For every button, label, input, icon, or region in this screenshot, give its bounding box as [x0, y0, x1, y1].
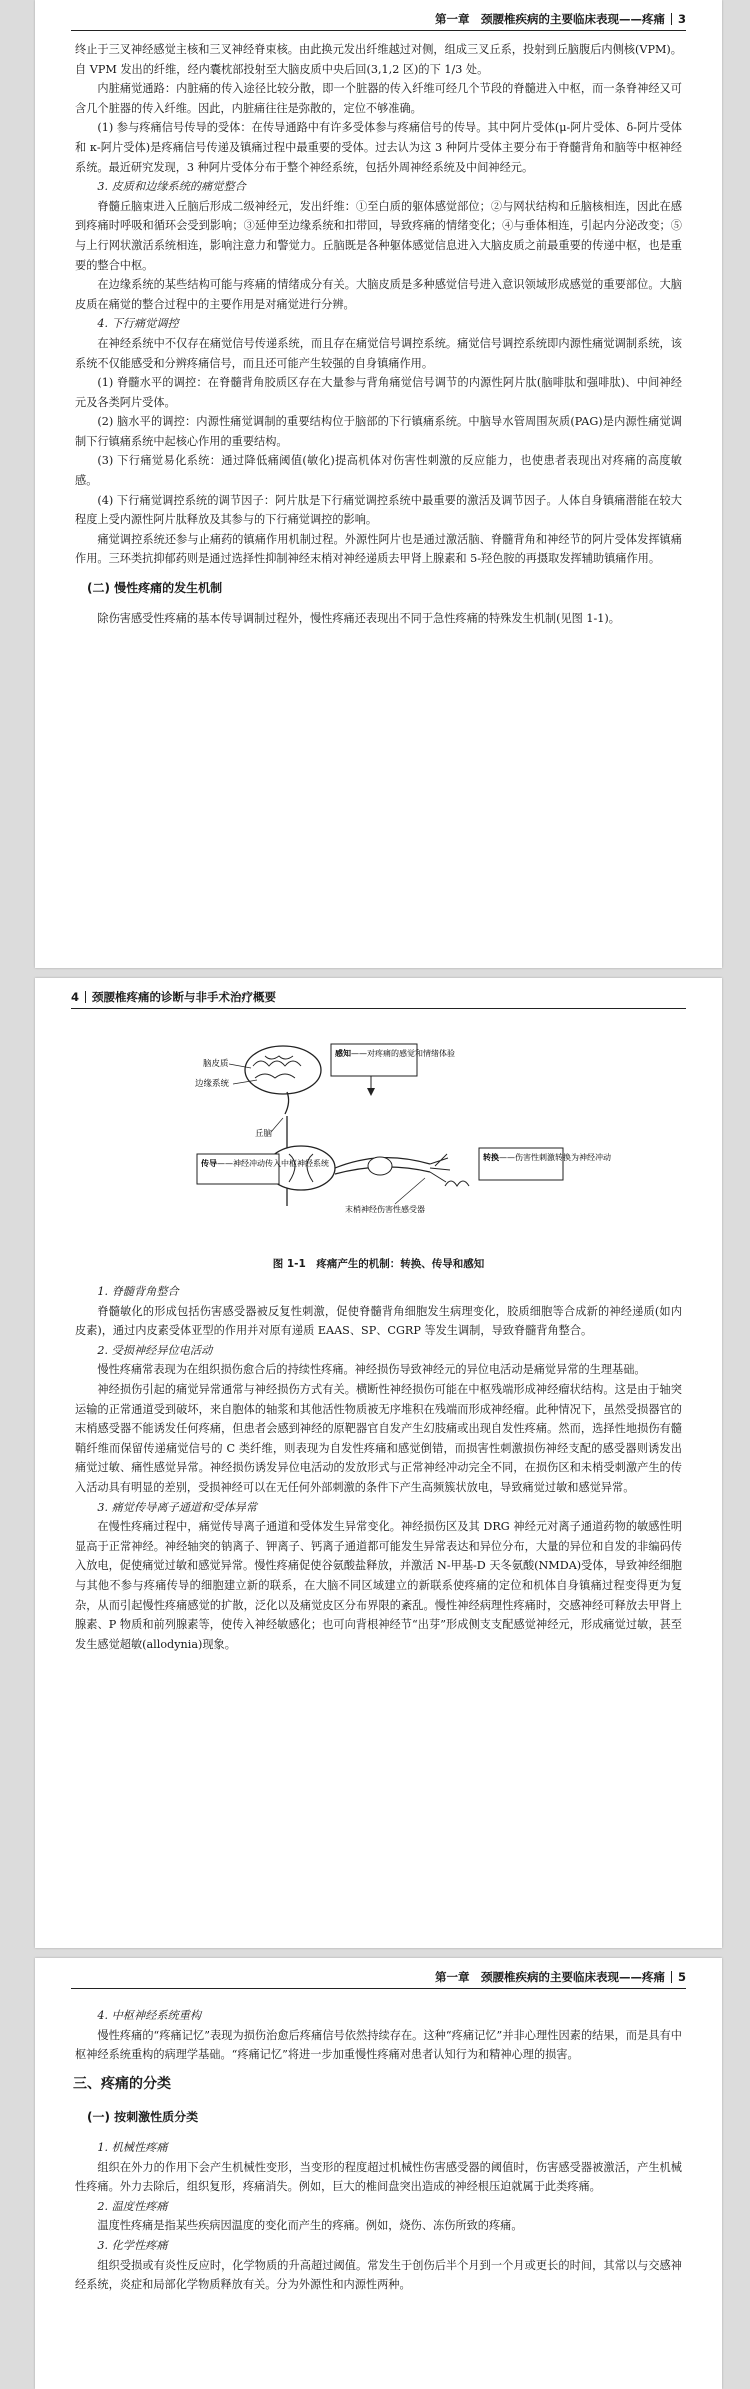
subheading: 2. 温度性疼痛	[97, 2199, 168, 2213]
paragraph: 在慢性疼痛过程中，痛觉传导离子通道和受体发生异常变化。神经损伤区及其 DRG 神经元对离子通道药物的敏感性明显高于正常神经。神经轴突的钠离子、钾离子、钙离子通道都可能发生异常表达和异位分布，大量的异位和自发的非编码传入放电，促使痛觉过敏和感觉异常。慢性疼痛促使谷氨酸盐释放，并激活 N-甲基-D 天冬氨酸(NMDA)受体，导致神经细胞与其他不参与疼痛传导的细胞建立新的联系，在大脑不同区域建立的新联系使疼痛的定位和机体自身镇痛过程变得更为复杂，从而引起慢性疼痛感觉的扩散，泛化以及痛觉皮区分布界限的紊乱。慢性神经病理性疼痛时，交感神经可释放去甲肾上腺素、P 物质和前列腺素等，使传入神经敏感化；也可向背根神经节“出芽”形成侧支支配感觉神经元，形成痛觉过敏，甚至发生感觉超敏(allodynia)现象。	[75, 1520, 682, 1651]
header-divider	[85, 991, 86, 1003]
nerve-ending-icon	[430, 1154, 469, 1186]
paragraph: (3) 下行痛觉易化系统：通过降低痛阈值(敏化)提高机体对伤害性刺激的反应能力，也使患者表现出对疼痛的高度敏感。	[75, 454, 682, 488]
svg-text:传导——神经冲动传入中枢神经系统	[200, 1158, 329, 1168]
paragraph: 慢性疼痛常表现为在组织损伤愈合后的持续性疼痛。神经损伤导致神经元的异位电活动是痛觉异常的生理基础。	[97, 1363, 646, 1377]
running-header	[71, 8, 686, 31]
nerve-ending-label: 末梢神经伤害性感受器	[345, 1205, 425, 1214]
page-number: 5	[677, 1970, 686, 1984]
transduction-title: 转换	[483, 1153, 499, 1162]
chapter-title: 第一章 颈腰椎疾病的主要临床表现——疼痛	[434, 12, 665, 26]
subheading: 3. 皮质和边缘系统的痛觉整合	[97, 180, 246, 194]
paragraph: 组织在外力的作用下会产生机械性变形，当变形的程度超过机械性伤害感受器的阈值时，伤害感受器被激活，产生机械性疼痛。外力去除后，组织复形，疼痛消失。例如，巨大的椎间盘突出造成的神经根压迫就属于此类疼痛。	[75, 2160, 682, 2194]
page-number: 3	[677, 12, 686, 26]
limbic-label: 边缘系统	[195, 1079, 230, 1089]
paragraph: 组织受损或有炎性反应时，化学物质的升高超过阈值。常发生于创伤后半个月到一个月或更长的时间，其常以与交感神经系统，炎症和局部化学物质释放有关。分为外源性和内源性两种。	[75, 2258, 682, 2292]
section-heading: (一) 按刺激性质分类	[87, 2110, 199, 2125]
page-3	[35, 0, 722, 968]
perception-title: 感知	[335, 1049, 351, 1058]
arrow-icon	[367, 1088, 375, 1096]
svg-text:感知——对疼痛的感觉和情绪体验	[335, 1048, 455, 1058]
paragraph: 终止于三叉神经感觉主核和三叉神经脊束核。由此换元发出纤维越过对侧，组成三叉丘系，投射到丘脑腹后内侧核(VPM)。自 VPM 发出的纤维，经内囊枕部投射至大脑皮质中央后回(3,1,2 区)的下 1/3 处。	[75, 43, 682, 76]
paragraph: 脊髓敏化的形成包括伤害感受器被反复性刺激，促使脊髓背角细胞发生病理变化，胶质细胞等合成新的神经递质(如内皮素)，通过内皮素受体亚型的作用并对原有递质 EAAS、SP、CGRP 等发生调制，导致脊髓背角整合。	[75, 1304, 682, 1338]
conduction-text: ——神经冲动传入中枢神经系统	[217, 1159, 329, 1168]
header-divider	[671, 13, 672, 25]
paragraph: (2) 脑水平的调控：内源性痛觉调制的重要结构位于脑部的下行镇痛系统。中脑导水管周围灰质(PAG)是内源性痛觉调制下行镇痛系统中起核心作用的重要结构。	[75, 415, 682, 448]
figure-caption: 图 1-1 疼痛产生的机制：转换、传导和感知	[272, 1258, 485, 1270]
paragraph: 痛觉调控系统还参与止痛药的镇痛作用机制过程。外源性阿片也是通过激活脑、脊髓背角和神经节的阿片受体发挥镇痛作用。三环类抗抑郁药则是通过选择性抑制神经末梢对神经递质去甲肾上腺素和 5-羟色胺的再摄取发挥辅助镇痛作用。	[75, 532, 682, 566]
subheading: 1. 机械性疼痛	[97, 2140, 168, 2154]
paragraph: (4) 下行痛觉调控系统的调节因子：阿片肽是下行痛觉调控系统中最重要的激活及调节因子。人体自身镇痛潜能在较大程度上受内源性阿片肽释放及其参与的下行痛觉调控的影响。	[75, 493, 682, 527]
svg-text:转换——伤害性刺激转换为神经冲动	[483, 1152, 611, 1162]
paragraph: 内脏痛觉通路：内脏痛的传入途径比较分散，即一个脏器的传入纤维可经几个节段的脊髓进入中枢，而一条脊神经又可含几个脏器的传入纤维。因此，内脏痛往往是弥散的，定位不够准确。	[75, 82, 682, 115]
chapter-title: 第一章 颈腰椎疾病的主要临床表现——疼痛	[434, 1970, 665, 1984]
paragraph: (1) 脊髓水平的调控：在脊髓背角胶质区存在大量参与背角痛觉信号调节的内源性阿片肽(脑啡肽和强啡肽)、中间神经元及各类阿片受体。	[75, 376, 682, 409]
paragraph: 慢性疼痛的“疼痛记忆”表现为损伤治愈后疼痛信号依然持续存在。这种“疼痛记忆”并非心理性因素的结果，而是具有中枢神经系统重构的病理学基础。“疼痛记忆”将进一步加重慢性疼痛对患者认知行为和精神心理的损害。	[75, 2028, 682, 2062]
paragraph: 温度性疼痛是指某些疾病因温度的变化而产生的疼痛。例如，烧伤、冻伤所致的疼痛。	[97, 2219, 523, 2233]
pain-mechanism-figure	[195, 1036, 611, 1236]
page-4	[35, 978, 722, 1948]
page-number: 4	[71, 990, 80, 1004]
header-divider	[671, 1971, 672, 1983]
page-5	[35, 1958, 722, 2389]
paragraph: 除伤害感受性疼痛的基本传导调制过程外，慢性疼痛还表现出不同于急性疼痛的特殊发生机制(见图 1-1)。	[97, 611, 620, 625]
subheading: 3. 痛觉传导离子通道和受体异常	[97, 1500, 258, 1514]
transduction-text: ——伤害性刺激转换为神经冲动	[499, 1153, 611, 1162]
paragraph: 脊髓丘脑束进入丘脑后形成二级神经元，发出纤维：①至白质的躯体感觉部位；②与网状结构和丘脑核相连，因此在感到疼痛时呼吸和循环会受到影响；③延伸至边缘系统和扣带回，导致疼痛的情绪变化；④与垂体相连，引起内分泌改变；⑤与上行网状激活系统相连，影响注意力和警觉力。丘脑既是各种躯体感觉信息进入大脑皮质之前最重要的传递中枢，也是重要的整合中枢。	[75, 199, 682, 272]
subheading: 2. 受损神经异位电活动	[97, 1343, 213, 1357]
running-header	[71, 986, 686, 1009]
book-title: 颈腰椎疼痛的诊断与非手术治疗概要	[92, 990, 277, 1004]
chapter-section-heading: 三、疼痛的分类	[73, 2075, 171, 2092]
subheading: 4. 下行痛觉调控	[97, 317, 179, 331]
conduction-title: 传导	[201, 1159, 217, 1168]
subheading: 4. 中枢神经系统重构	[97, 2009, 202, 2022]
paragraph: 在边缘系统的某些结构可能与疼痛的情绪成分有关。大脑皮质是多种感觉信号进入意识领域形成感觉的重要部位。大脑皮质在痛觉的整合过程中的主要作用是对痛觉进行分辨。	[75, 278, 682, 311]
thalamus-label: 丘脑	[255, 1129, 273, 1139]
page-body	[75, 40, 682, 628]
running-header	[71, 1966, 686, 1989]
section-heading: (二) 慢性疼痛的发生机制	[87, 581, 223, 596]
cortex-label: 脑皮质	[203, 1059, 229, 1069]
page-body	[75, 2006, 682, 2295]
perception-text: ——对疼痛的感觉和情绪体验	[351, 1049, 455, 1058]
paragraph: (1) 参与疼痛信号传导的受体：在传导通路中有许多受体参与疼痛信号的传导。其中阿片受体(μ-阿片受体、δ-阿片受体和 κ-阿片受体)是疼痛信号传递及镇痛过程中最重要的受体。过去认为这 3 种阿片受体主要分布于脊髓背角和脑等中枢神经系统。最近研究发现，3 种阿片受体分布于整个神经系统，包括外周神经系统及中间神经元。	[75, 121, 682, 174]
subheading: 1. 脊髓背角整合	[97, 1285, 179, 1298]
page-body	[75, 1282, 682, 1654]
subheading: 3. 化学性疼痛	[97, 2238, 168, 2252]
paragraph: 在神经系统中不仅存在痛觉信号传递系统，而且存在痛觉信号调控系统。痛觉信号调控系统即内源性痛觉调制系统，该系统不仅能感受和分辨疼痛信号，而且还可能产生较强的自身镇痛作用。	[75, 336, 682, 370]
paragraph: 神经损伤引起的痛觉异常通常与神经损伤方式有关。横断性神经损伤可能在中枢残端形成神经瘤状结构。这是由于轴突运输的正常通道受到破坏，来自胞体的轴浆和其他活性物质被无序堆积在残端而形成神经瘤。此种情况下，虽然受损器官的末梢感受器不能诱发任何疼痛，但患者会感到神经的原靶器官自发产生幻肢痛或出现自发性疼痛。然而，选择性地损伤有髓鞘纤维而保留传递痛觉信号的 C 类纤维，则表现为自发性疼痛和感觉倒错，而损害性刺激损伤神经支配的感受器则诱发出痛觉过敏、痛性感觉异常。神经损伤诱发异位电活动的发放形式与正常神经冲动完全不同，在损伤区和未梢受刺激产生的传入活动具有明显的差别，受损神经可以在无任何外部刺激的条件下产生高频簇状放电，导致痛觉过敏和感觉异常。	[75, 1382, 682, 1494]
